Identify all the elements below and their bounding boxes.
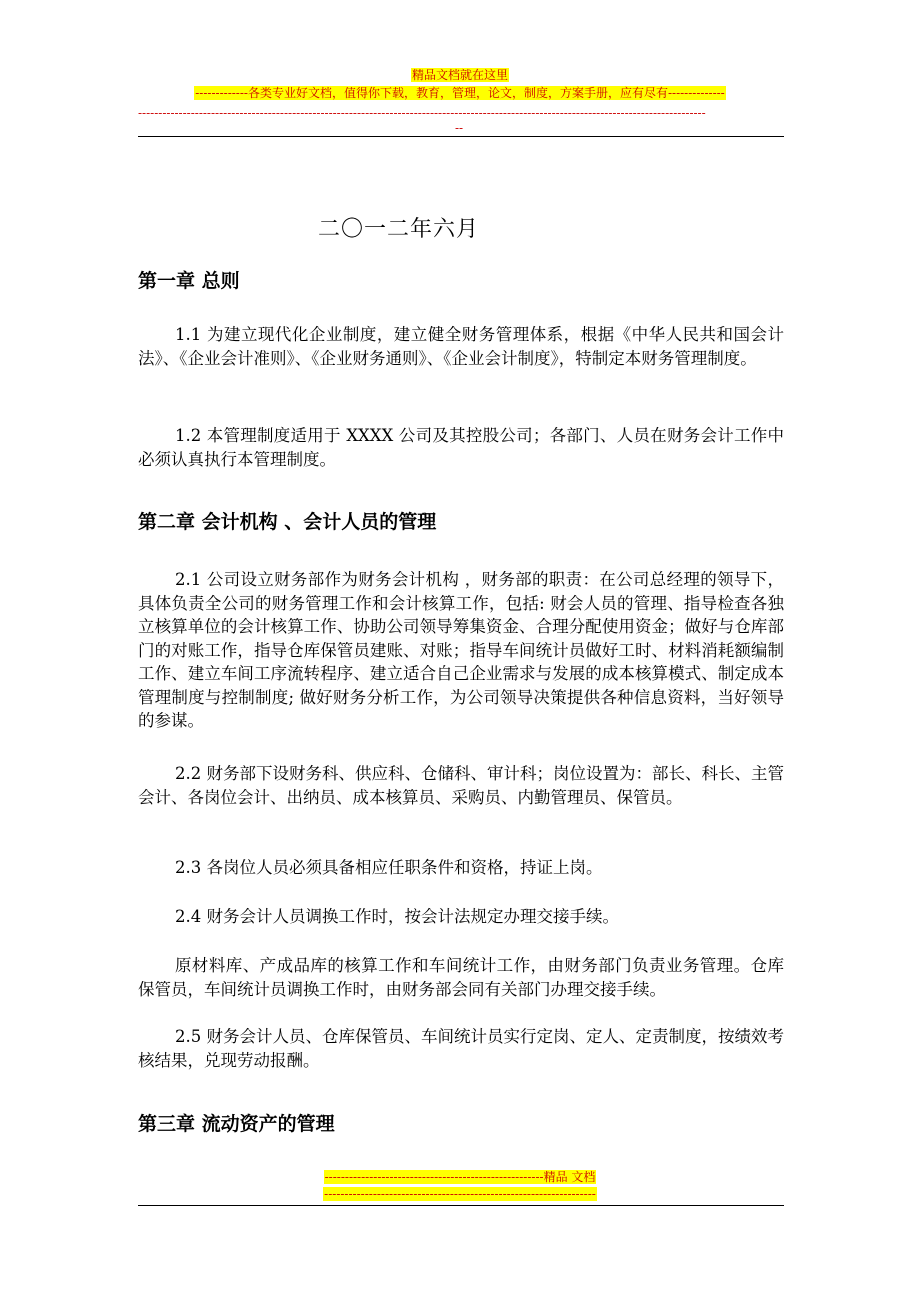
header-dash-tail: --: [455, 121, 464, 135]
paragraph-1-2: 1.2 本管理制度适用于 XXXX 公司及其控股公司；各部门、人员在财务会计工作中必须认真执行本管理制度。: [138, 426, 784, 469]
footer-dashes: [0, 1186, 920, 1202]
footer-banner: [0, 1169, 920, 1185]
date-title: 二〇一二年六月: [317, 217, 479, 242]
header-tagline: [0, 67, 920, 83]
chapter-1-heading: 第一章 总则: [138, 270, 240, 292]
footer-banner-text: ------------------------------------------------------精品 文档: [324, 1170, 596, 1184]
paragraph-2-1: 2.1 公司设立财务部作为财务会计机构 ，财务部的职责：在公司总经理的领导下，具体负责全公司的财务管理工作和会计核算工作，包括: 财会人员的管理、指导检查各独立核算单位的会计核算工作、协助公司领导筹集资金、合理分配使用资金；做好与仓库部门的对账工作，指导仓库保管员建账、对账；指导车间统计员做好工时、材料消耗额编制工作、建立车间工序流转程序、建立适合自己企业需求与发展的成本核算模式、制定成本管理制度与控制制度; 做好财务分析工作，为公司领导决策提供各种信息资料，当好领导的参谋。: [138, 570, 784, 730]
header-tagline-text: 精品文档就在这里: [411, 68, 508, 82]
header-rule: [138, 136, 784, 137]
footer-dashes-text: -------------------------------------------------------------------: [324, 1187, 596, 1201]
chapter-3-heading: 第三章 流动资产的管理: [138, 1113, 335, 1135]
paragraph-2-4: 2.4 财务会计人员调换工作时，按会计法规定办理交接手续。: [175, 907, 619, 926]
header-banner-text: -------------各类专业好文档，值得你下载，教育，管理，论文，制度，方案手册，应有尽有--------------: [195, 86, 725, 100]
header-banner: [0, 85, 920, 101]
paragraph-2-2: 2.2 财务部下设财务科、供应科、仓储科、审计科；岗位设置为：部长、科长、主管会计、各岗位会计、出纳员、成本核算员、采购员、内勤管理员、保管员。: [138, 764, 784, 807]
chapter-2-heading: 第二章 会计机构 、会计人员的管理: [138, 511, 437, 533]
paragraph-2-4-note: 原材料库、产成品库的核算工作和车间统计工作，由财务部门负责业务管理。仓库保管员，车间统计员调换工作时，由财务部会同有关部门办理交接手续。: [138, 956, 784, 999]
footer-rule: [138, 1205, 784, 1206]
paragraph-2-3: 2.3 各岗位人员必须具备相应任职条件和资格，持证上岗。: [175, 858, 603, 877]
header-dash-row: --------------------------------------------------------------------------------------------------------------------------------------------: [138, 106, 706, 120]
paragraph-1-1: 1.1 为建立现代化企业制度，建立健全财务管理体系，根据《中华人民共和国会计法》、《企业会计准则》、《企业财务通则》、《企业会计制度》，特制定本财务管理制度。: [138, 325, 784, 368]
paragraph-2-5: 2.5 财务会计人员、仓库保管员、车间统计员实行定岗、定人、定责制度，按绩效考核结果，兑现劳动报酬。: [138, 1027, 784, 1070]
